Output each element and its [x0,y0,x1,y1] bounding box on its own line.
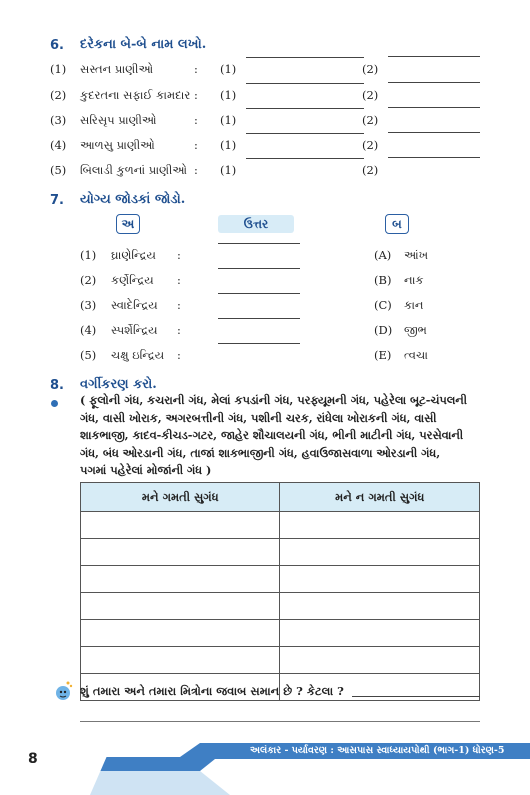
pair-number: (3) [80,298,97,312]
footer [0,735,530,795]
answer-line[interactable] [80,721,480,722]
pair-number: (1) [80,248,97,262]
right-item: કાન [404,298,424,312]
item-label: આળસુ પ્રાણીઓ [80,138,155,152]
paragraph-line: ( ફૂલોની ગંધ, કચરાની ગંધ, મેલાં કપડાંની ગંધ, પરફ્યૂમની ગંધ, પહેરેલા બૂટ-ચંપલની [80,393,467,407]
table-cell[interactable] [81,647,280,674]
answer-blank[interactable] [246,57,364,58]
classification-table [80,482,480,701]
answer-blank[interactable] [218,293,300,294]
left-item: ચક્ષુ ઇન્દ્રિય [111,348,165,362]
q8-title: વર્ગીકરણ કરો. [80,377,157,392]
right-item: આંખ [404,248,429,262]
answer-blank[interactable] [246,108,364,109]
table-cell[interactable] [280,647,480,674]
q7-number: 7. [50,193,64,208]
q6-title: દરેકના બે-બે નામ લખો. [80,37,207,52]
left-item: સ્વાદેન્દ્રિય [111,298,158,312]
answer-blank[interactable] [388,107,480,108]
bottom-question: શું તમારા અને તમારા મિત્રોના જવાબ સમાન છે ? કેટલા ? [80,684,344,698]
answer-blank[interactable] [388,82,480,83]
table-cell[interactable] [280,539,480,566]
q7-title: યોગ્ય જોડકાં જોડો. [80,192,186,207]
table-row [81,566,480,593]
table-cell[interactable] [280,593,480,620]
table-row [81,593,480,620]
table-cell[interactable] [81,566,280,593]
page-number: 8 [28,751,38,767]
left-item: કર્ણેન્દ્રિય [111,273,154,287]
answer-blank[interactable] [218,268,300,269]
answer-line[interactable] [352,696,480,697]
right-item: ત્વચા [404,348,428,362]
blank-number: (2) [362,62,379,76]
col-disliked-header: મને ન ગમતી સુગંધ [280,483,480,512]
answer-column-header: ઉત્તર [218,215,294,233]
colon: : [177,348,181,362]
item-label: બિલાડી કુળનાં પ્રાણીઓ [80,163,187,177]
blank-number: (2) [362,113,379,127]
table-cell[interactable] [81,539,280,566]
answer-blank[interactable] [218,318,300,319]
colon: : [177,273,181,287]
item-number: (1) [50,62,67,76]
colon: : [177,248,181,262]
right-letter: (C) [374,298,392,312]
right-item: નાક [404,273,424,287]
answer-blank[interactable] [246,133,364,134]
answer-blank[interactable] [388,132,480,133]
paragraph-line: પગમાં પહેરેલાં મોજાંની ગંધ ) [80,463,212,477]
right-item: જીભ [404,323,427,337]
item-label: કુદરતના સફાઈ કામદાર [80,88,191,102]
table-cell[interactable] [81,512,280,539]
item-label: સસ્તન પ્રાણીઓ [80,62,154,76]
blank-number: (2) [362,88,379,102]
item-number: (4) [50,138,67,152]
answer-blank[interactable] [218,243,300,244]
blank-number: (1) [220,113,237,127]
thinking-child-icon [52,680,74,702]
colon: : [177,298,181,312]
col-liked-header: મને ગમતી સુગંધ [81,483,280,512]
column-b-box: બ [385,214,409,234]
answer-blank[interactable] [246,83,364,84]
paragraph-line: ગંધ, બંધ ઓરડાની ગંધ, તાજાં શાકભાજીની ગંધ, હવાઉજાસવાળા ઓરડાની ગંધ, [80,445,441,460]
item-number: (2) [50,88,67,102]
right-letter: (A) [374,248,392,262]
bullet-icon [51,400,58,407]
footer-title: અલંકાર - પર્યાવરણ : આસપાસ સ્વાધ્યાયપોથી (ભાગ-1) ધોરણ-5 [250,745,505,756]
pair-number: (4) [80,323,97,337]
pair-number: (5) [80,348,97,362]
right-letter: (D) [374,323,393,337]
blank-number: (1) [220,88,237,102]
q8-paragraph [80,392,480,480]
table-cell[interactable] [81,620,280,647]
left-item: ઘ્રાણેન્દ્રિય [111,248,156,262]
table-cell[interactable] [81,593,280,620]
table-cell[interactable] [280,620,480,647]
table-cell[interactable] [280,512,480,539]
colon: : [194,62,198,76]
column-a-box: અ [116,214,140,234]
table-row [81,512,480,539]
item-number: (3) [50,113,67,127]
colon: : [194,138,198,152]
answer-blank[interactable] [246,158,364,159]
colon: : [194,88,198,102]
blank-number: (2) [362,138,379,152]
blank-number: (2) [362,163,379,177]
pair-number: (2) [80,273,97,287]
table-cell[interactable] [280,566,480,593]
colon: : [177,323,181,337]
answer-blank[interactable] [388,157,480,158]
paragraph-line: શાકભાજી, કાદવ-કીચડ-ગટર, જાહેર શૌચાલયની ગંધ, ભીની માટીની ગંધ, પરસેવાની [80,428,464,442]
item-label: સરિસૃપ પ્રાણીઓ [80,113,157,127]
right-letter: (B) [374,273,392,287]
right-letter: (E) [374,348,392,362]
table-row [81,620,480,647]
answer-blank[interactable] [218,343,300,344]
q8-number: 8. [50,378,64,393]
blank-number: (1) [220,138,237,152]
answer-blank[interactable] [388,56,480,57]
blank-number: (1) [220,163,237,177]
left-item: સ્પર્શેન્દ્રિય [111,323,158,337]
table-row [81,647,480,674]
table-row [81,539,480,566]
paragraph-line: ગંધ, વાસી ખોરાક, અગરબત્તીની ગંધ, પશીની ચરક, રાંધેલા ખોરાકની ગંધ, વાસી [80,410,437,425]
blank-number: (1) [220,62,237,76]
colon: : [194,163,198,177]
colon: : [194,113,198,127]
item-number: (5) [50,163,67,177]
q6-number: 6. [50,38,64,53]
